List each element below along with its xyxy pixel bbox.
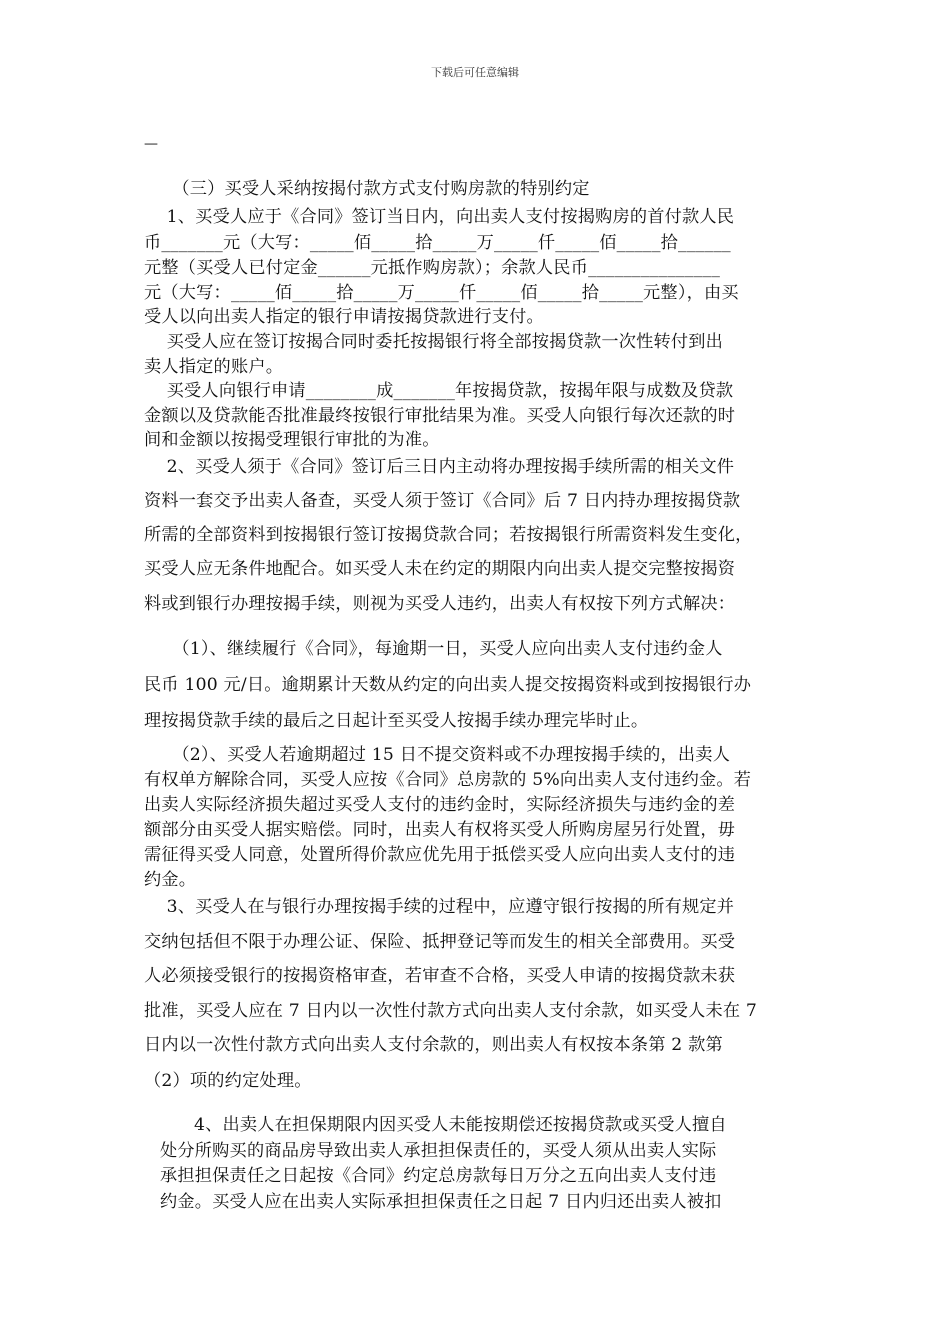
text-line: 出卖人实际经济损失超过买受人支付的违约金时，实际经济损失与违约金的差 xyxy=(144,795,736,815)
text-line: 买受人应在签订按揭合同时委托按揭银行将全部按揭贷款一次性转付到出 xyxy=(144,332,724,352)
text-line: 需征得买受人同意，处置所得价款应优先用于抵偿买受人应向出卖人支付的违 xyxy=(144,845,736,865)
text-line: 民币 100 元/日。逾期累计天数从约定的向出卖人提交按揭资料或到按揭银行办 xyxy=(144,675,752,695)
text-line: 额部分由买受人据实赔偿。同时，出卖人有权将买受人所购房屋另行处置，毋 xyxy=(144,820,736,840)
text-line: 元整（买受人已付定金______元抵作购房款）；余款人民币_______________ xyxy=(144,258,720,278)
text-line: 元（大写：_____佰_____拾_____万_____仟_____佰_____拾_____元整），由买 xyxy=(144,283,739,303)
text-line: 买受人向银行申请________成_______年按揭贷款，按揭年限与成数及贷款 xyxy=(144,381,734,401)
text-line: 币_______元（大写：_____佰_____拾_____万_____仟_____佰_____拾______ xyxy=(144,233,731,253)
text-line: 3、买受人在与银行办理按揭手续的过程中，应遵守银行按揭的所有规定并 xyxy=(144,897,735,917)
text-line: 受人以向出卖人指定的银行申请按揭贷款进行支付。 xyxy=(144,307,544,327)
dash-mark: — xyxy=(144,136,158,152)
text-line: 1、买受人应于《合同》签订当日内，向出卖人支付按揭购房的首付款人民 xyxy=(144,207,735,227)
text-line: 4、出卖人在担保期限内因买受人未能按期偿还按揭贷款或买受人擅自 xyxy=(160,1115,727,1135)
text-line: 人必须接受银行的按揭资格审查，若审查不合格，买受人申请的按揭贷款未获 xyxy=(144,966,736,986)
section-heading: （三）买受人采纳按揭付款方式支付购房款的特别约定 xyxy=(144,179,590,199)
text-line: 卖人指定的账户。 xyxy=(144,357,284,377)
text-line: 资料一套交予出卖人备查，买受人须于签订《合同》后 7 日内持办理按揭贷款 xyxy=(144,491,741,511)
text-line: 金额以及贷款能否批准最终按银行审批结果为准。买受人向银行每次还款的时 xyxy=(144,406,736,426)
page-header: 下载后可任意编辑 xyxy=(431,66,519,79)
text-line: 2、买受人须于《合同》签订后三日内主动将办理按揭手续所需的相关文件 xyxy=(144,457,735,477)
text-line: （2）项的约定处理。 xyxy=(144,1071,312,1091)
text-line: 间和金额以按揭受理银行审批的为准。 xyxy=(144,430,440,450)
text-line: 日内以一次性付款方式向出卖人支付余款的，则出卖人有权按本条第 2 款第 xyxy=(144,1035,723,1055)
text-line: 料或到银行办理按揭手续，则视为买受人违约，出卖人有权按下列方式解决： xyxy=(144,594,736,614)
text-line: 所需的全部资料到按揭银行签订按揭贷款合同；若按揭银行所需资料发生变化， xyxy=(144,525,753,545)
text-line: 有权单方解除合同，买受人应按《合同》总房款的 5%向出卖人支付违约金。若 xyxy=(144,770,752,790)
text-line: 处分所购买的商品房导致出卖人承担担保责任的，买受人须从出卖人实际 xyxy=(160,1141,717,1161)
text-line: （1）、继续履行《合同》，每逾期一日，买受人应向出卖人支付违约金人 xyxy=(144,639,723,659)
text-line: 批准，买受人应在 7 日内以一次性付款方式向出卖人支付余款，如买受人未在 7 xyxy=(144,1001,758,1021)
text-line: 买受人应无条件地配合。如买受人未在约定的期限内向出卖人提交完整按揭资 xyxy=(144,559,736,579)
text-line: 承担担保责任之日起按《合同》约定总房款每日万分之五向出卖人支付违 xyxy=(160,1166,717,1186)
text-line: 交纳包括但不限于办理公证、保险、抵押登记等而发生的相关全部费用。买受 xyxy=(144,932,736,952)
text-line: （2）、买受人若逾期超过 15 日不提交资料或不办理按揭手续的，出卖人 xyxy=(144,745,731,765)
text-line: 理按揭贷款手续的最后之日起计至买受人按揭手续办理完毕时止。 xyxy=(144,711,649,731)
text-line: 约金。 xyxy=(144,870,197,890)
text-line: 约金。买受人应在出卖人实际承担担保责任之日起 7 日内归还出卖人被扣 xyxy=(160,1192,722,1212)
